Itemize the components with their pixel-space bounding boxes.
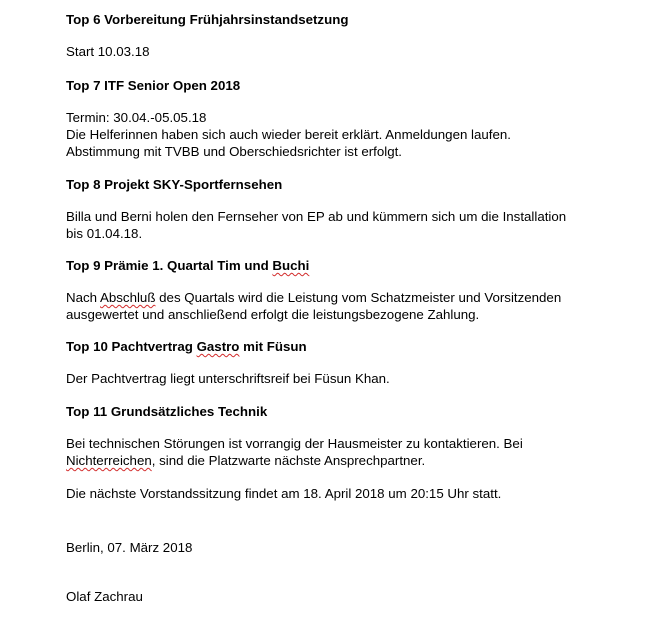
heading-top11: Top 11 Grundsätzliches Technik — [66, 404, 268, 419]
heading-top10-post: mit Füsun — [239, 339, 307, 354]
text-top11-post: , sind die Platzwarte nächste Ansprechpartner. — [151, 453, 426, 468]
text-top11-line-1: Bei technischen Störungen ist vorrangig der Hausmeister zu kontaktieren. Bei — [66, 436, 523, 451]
spellcheck-word-buchi: Buchi — [272, 258, 310, 273]
text-top6-start: Start 10.03.18 — [66, 44, 150, 59]
spellcheck-word-abschluss: Abschluß — [100, 290, 156, 305]
text-top8-line-1: Billa und Berni holen den Fernseher von EP ab und kümmern sich um die Installation — [66, 209, 567, 224]
text-top10: Der Pachtvertrag liegt unterschriftsreif bei Füsun Khan. — [66, 371, 390, 386]
heading-top9 — [66, 257, 309, 274]
text-signature: Olaf Zachrau — [66, 589, 143, 604]
heading-top10-pre: Top 10 Pachtvertrag — [66, 339, 197, 354]
heading-top6: Top 6 Vorbereitung Frühjahrsinstandsetzung — [66, 12, 349, 27]
text-place-date: Berlin, 07. März 2018 — [66, 540, 193, 555]
spellcheck-word-nichterreichen: Nichterreichen — [66, 453, 152, 468]
text-top7-line-1: Termin: 30.04.-05.05.18 — [66, 110, 207, 125]
spellcheck-word-gastro: Gastro — [196, 339, 240, 354]
text-top9-line-2: ausgewertet und anschließend erfolgt die leistungsbezogene Zahlung. — [66, 307, 480, 322]
heading-top10 — [66, 338, 307, 355]
heading-top7: Top 7 ITF Senior Open 2018 — [66, 78, 241, 93]
heading-top8: Top 8 Projekt SKY-Sportfernsehen — [66, 177, 283, 192]
text-top7-line-2: Die Helferinnen haben sich auch wieder bereit erklärt. Anmeldungen laufen. — [66, 127, 511, 142]
text-top7-line-3: Abstimmung mit TVBB und Oberschiedsrichter ist erfolgt. — [66, 144, 402, 159]
text-top9-line-1 — [66, 289, 561, 306]
heading-top9-text: Top 9 Prämie 1. Quartal Tim und — [66, 258, 273, 273]
text-next-meeting: Die nächste Vorstandssitzung findet am 18. April 2018 um 20:15 Uhr statt. — [66, 486, 502, 501]
text-top8-line-2: bis 01.04.18. — [66, 226, 143, 241]
text-top11-line-2 — [66, 452, 425, 469]
text-top9-pre: Nach — [66, 290, 101, 305]
text-top9-post: des Quartals wird die Leistung vom Schatzmeister und Vorsitzenden — [155, 290, 562, 305]
